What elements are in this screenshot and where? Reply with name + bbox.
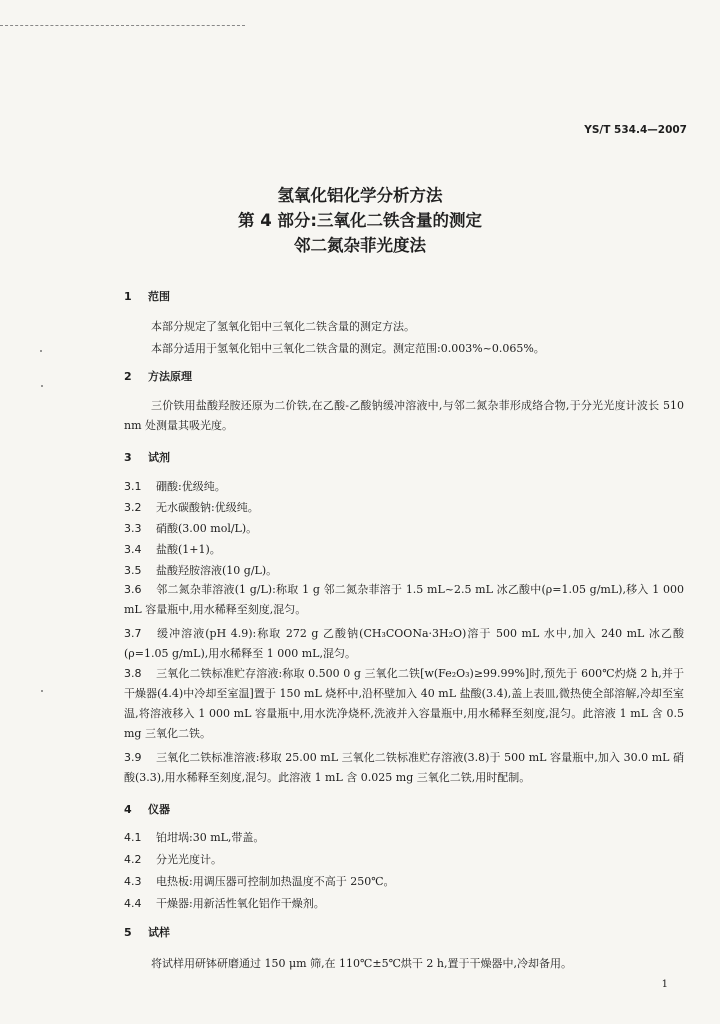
item-number: 4.1 <box>124 831 142 844</box>
item-number: 3.9 <box>124 751 142 764</box>
item-text: 邻二氮杂菲溶液(1 g/L):称取 1 g 邻二氮杂菲溶于 1.5 mL~2.5 mL 冰乙酸中(ρ=1.05 g/mL),移入 1 000 mL 容量瓶中,用水稀释至刻度,混匀。 <box>124 583 684 616</box>
item-text: 盐酸(1+1)。 <box>156 543 221 556</box>
section-title: 试剂 <box>148 451 170 464</box>
list-item <box>124 541 221 557</box>
item-number: 3.4 <box>124 543 142 556</box>
item-number: 3.3 <box>124 522 142 535</box>
item-text: 干燥器:用新活性氧化铝作干燥剂。 <box>156 897 325 910</box>
item-text: 硼酸:优级纯。 <box>156 480 226 493</box>
list-item <box>124 520 257 536</box>
paragraph: 三价铁用盐酸羟胺还原为二价铁,在乙酸-乙酸钠缓冲溶液中,与邻二氮杂菲形成络合物,于分光光度计波长 510 nm 处测量其吸光度。 <box>124 399 684 432</box>
section-number: 5 <box>124 926 132 939</box>
section-heading-sample <box>124 924 170 940</box>
document-title-line-2: 第 4 部分:三氧化二铁含量的测定 <box>237 211 483 230</box>
item-text: 缓冲溶液(pH 4.9):称取 272 g 乙酸钠(CH₃COONa·3H₂O)溶于 500 mL 水中,加入 240 mL 冰乙酸(ρ=1.05 g/mL),用水稀释至 1 000 mL,混匀。 <box>124 627 684 660</box>
section-title: 范围 <box>148 290 170 303</box>
item-text: 铂坩埚:30 mL,带盖。 <box>156 831 265 844</box>
section-heading-principle <box>124 368 192 384</box>
item-text: 分光光度计。 <box>156 853 222 866</box>
item-number: 3.1 <box>124 480 142 493</box>
list-item <box>124 851 222 867</box>
section-title: 方法原理 <box>148 370 192 383</box>
paragraph: 本部分适用于氢氧化铝中三氧化二铁含量的测定。测定范围:0.003%~0.065%。 <box>151 342 545 355</box>
item-number: 3.5 <box>124 564 142 577</box>
standard-number: YS/T 534.4—2007 <box>584 124 687 136</box>
section-heading-apparatus <box>124 801 170 817</box>
paragraph: 将试样用研钵研磨通过 150 μm 筛,在 110℃±5℃烘干 2 h,置于干燥器中,冷却备用。 <box>151 957 572 970</box>
item-text: 三氧化二铁标准贮存溶液:称取 0.500 0 g 三氧化二铁[w(Fe₂O₃)≥99.99%]时,预先于 600℃灼烧 2 h,并于干燥器(4.4)中冷却至室温]置于 150 mL 烧杯中,沿杯壁加入 40 mL 盐酸(3.4),盖上表皿,微热使全部溶解,冷却至室温,将溶液移入 1 000 mL 容量瓶中,用水洗净烧杯,洗液并入容量瓶中,用水稀释至刻度,混匀。此溶液 1 mL 含 0.5 mg 三氧化二铁。 <box>124 667 684 740</box>
item-text: 电热板:用调压器可控制加热温度不高于 250℃。 <box>156 875 395 888</box>
item-number: 4.2 <box>124 853 142 866</box>
section-heading-reagents <box>124 449 170 465</box>
item-text: 无水碳酸钠:优级纯。 <box>156 501 259 514</box>
list-item <box>124 748 684 788</box>
item-number: 4.4 <box>124 897 142 910</box>
section-number: 2 <box>124 370 132 383</box>
document-title-line-1: 氢氧化铝化学分析方法 <box>277 186 443 205</box>
section-title: 试样 <box>148 926 170 939</box>
paragraph: 本部分规定了氢氧化铝中三氧化二铁含量的测定方法。 <box>151 320 415 333</box>
section-number: 4 <box>124 803 132 816</box>
list-item <box>124 624 684 664</box>
list-item <box>124 580 684 620</box>
list-item <box>124 664 684 744</box>
list-item <box>124 478 226 494</box>
item-number: 4.3 <box>124 875 142 888</box>
section-number: 3 <box>124 451 132 464</box>
section-heading-scope <box>124 288 170 304</box>
item-text: 盐酸羟胺溶液(10 g/L)。 <box>156 564 278 577</box>
scan-edge-line <box>0 25 245 26</box>
item-number: 3.8 <box>124 667 142 680</box>
item-text: 硝酸(3.00 mol/L)。 <box>156 522 258 535</box>
scan-artifact-dot <box>41 385 43 387</box>
list-item <box>124 873 395 889</box>
list-item <box>124 499 259 515</box>
item-number: 3.2 <box>124 501 142 514</box>
section-number: 1 <box>124 290 132 303</box>
item-number: 3.7 <box>124 627 142 640</box>
scan-artifact-dot <box>40 350 42 352</box>
document-title-line-3: 邻二氮杂菲光度法 <box>294 236 426 255</box>
item-number: 3.6 <box>124 583 142 596</box>
section-title: 仪器 <box>148 803 170 816</box>
item-text: 三氧化二铁标准溶液:移取 25.00 mL 三氧化二铁标准贮存溶液(3.8)于 500 mL 容量瓶中,加入 30.0 mL 硝酸(3.3),用水稀释至刻度,混匀。此溶液 1 mL 含 0.025 mg 三氧化二铁,用时配制。 <box>124 751 684 784</box>
list-item <box>124 562 277 578</box>
scan-artifact-dot <box>41 690 43 692</box>
page-number: 1 <box>661 979 668 990</box>
list-item <box>124 829 264 845</box>
list-item <box>124 895 325 911</box>
